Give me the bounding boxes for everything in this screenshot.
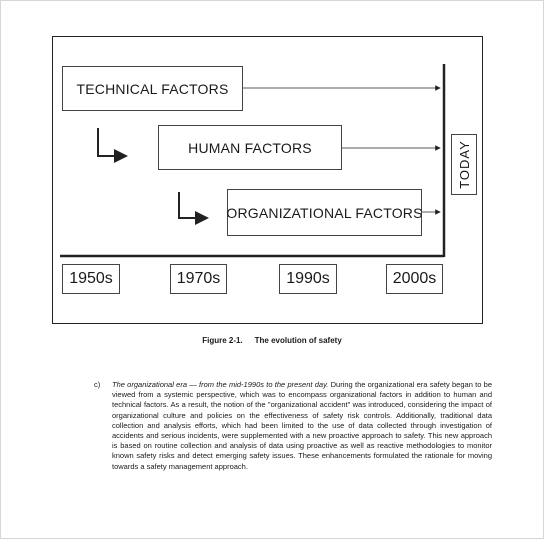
year-2000s bbox=[386, 264, 443, 294]
year-1970s bbox=[170, 264, 227, 294]
figure-title: The evolution of safety bbox=[254, 336, 342, 345]
figure-caption bbox=[0, 336, 544, 345]
year-1970s-label: 1970s bbox=[176, 270, 221, 287]
human-factors-box bbox=[158, 125, 342, 170]
figure-number: Figure 2-1. bbox=[202, 336, 243, 345]
today-label: TODAY bbox=[456, 140, 472, 189]
year-2000s-label: 2000s bbox=[392, 270, 437, 287]
human-factors-label: HUMAN FACTORS bbox=[188, 139, 312, 156]
today-box bbox=[451, 134, 477, 195]
body-paragraph bbox=[112, 380, 492, 472]
elbow-arrow-2 bbox=[179, 192, 207, 218]
year-1990s-label: 1990s bbox=[286, 270, 330, 287]
technical-factors-box bbox=[62, 66, 243, 111]
organizational-factors-label: ORGANIZATIONAL FACTORS bbox=[226, 204, 423, 221]
technical-factors-label: TECHNICAL FACTORS bbox=[76, 80, 229, 97]
year-1990s bbox=[279, 264, 337, 294]
year-1950s bbox=[62, 264, 120, 294]
year-1950s-label: 1950s bbox=[69, 270, 113, 287]
paragraph-marker: c) bbox=[94, 380, 101, 389]
paragraph-lead: The organizational era — from the mid-1990s to the present day. bbox=[112, 380, 329, 389]
organizational-factors-box bbox=[227, 189, 422, 236]
elbow-arrow-1 bbox=[98, 128, 126, 156]
paragraph-body: During the organizational era safety began to be viewed from a systemic perspective, which was to encompass organizational factors in addition to human and technical factors. As a result, the notion of the "organizational accident" was introduced, considering the impact of organizational culture and policies on the effectiveness of safety risk controls. Additionally, traditional data collection and analysis efforts, which had been limited to the use of data collected through investigation of accidents and serious incidents, were supplemented with a new proactive approach to safety. This new approach is based on routine collection and analysis of data using proactive as well as reactive methodologies to monitor known safety risks and detect emerging safety issues. These enhancements formulated the rationale for moving towards a safety management approach. bbox=[112, 380, 492, 471]
